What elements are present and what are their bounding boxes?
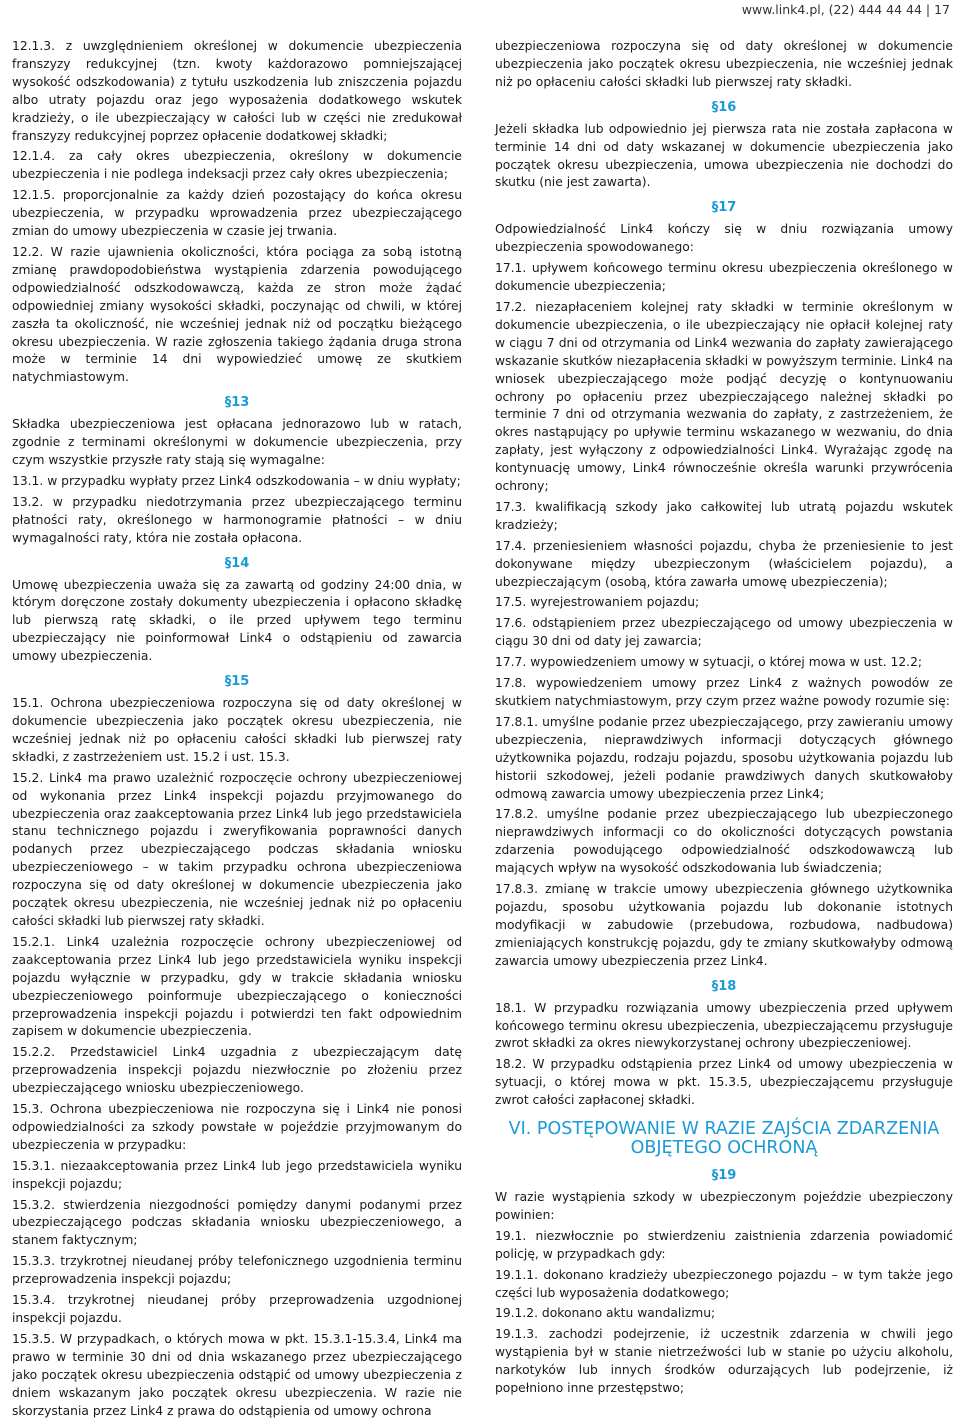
paragraph: 17.8.2. umyślne podanie przez ubezpieczającego lub ubezpieczonego nieprawdziwych informacji co do okoliczności dotyczących powstania zdarzenia powodującego odpowiedzialność odszkodowawczą lub mających wpływ na wysokość odszkodowania lub świadczenia; [495,807,953,876]
section-heading: §18 [711,978,737,994]
paragraph: 19.1.2. dokonano aktu wandalizmu; [495,1306,716,1321]
paragraph: 15.3.5. W przypadkach, o których mowa w pkt. 15.3.1-15.3.4, Link4 ma prawo w terminie 30 dni od dnia wskazanego przez ubezpieczającego jako początek okresu ubezpieczenia odstąpić od umowy ubezpieczenia z dniem wskazanym jako początek okresu ubezpieczenia. W razie nie skorzystania przez Link4 z prawa do odstąpienia od umowy ochrona [12,1331,462,1418]
paragraph: 13.2. w przypadku niedotrzymania przez ubezpieczającego terminu płatności raty, określonego w harmonogramie płatności – w dniu wymagalności raty, która nie została opłacona. [12,494,462,545]
paragraph: 12.1.4. za cały okres ubezpieczenia, określony w dokumencie ubezpieczenia i nie podlega indeksacji przez cały okres ubezpieczenia; [12,149,462,182]
section-heading: §19 [711,1168,737,1184]
page-header: www.link4.pl, (22) 444 44 44 | 17 [741,2,950,17]
section-heading: §13 [224,395,250,411]
paragraph: 15.1. Ochrona ubezpieczeniowa rozpoczyna się od daty określonej w dokumencie ubezpieczenia jako początek okresu ubezpieczenia, nie wcześniej jednak niż po opłaceniu całości składki lub pierwszej raty składki, z zastrzeżeniem ust. 15.2 i ust. 15.3. [12,696,462,764]
paragraph: 17.3. kwalifikacją szkody jako całkowitej lub utratą pojazdu wskutek kradzieży; [495,499,953,532]
paragraph: 19.1. niezwłocznie po stwierdzeniu zaistnienia zdarzenia powiadomić policję, w przypadkach gdy: [495,1228,953,1261]
paragraph: 17.8.3. zmianę w trakcie umowy ubezpieczenia głównego użytkownika pojazdu, sposobu użytkowania pojazdu lub dokonanie istotnych modyfikacji w zabudowie (przebudowa, rozbudowa, nadbudowa) zmieniających konstrukcję pojazdu, gdy te zmiany skutkowałyby odmową zawarcia umowy ubezpieczenia przez Link4. [495,882,953,968]
paragraph: 15.3.1. niezaakceptowania przez Link4 lub jego przedstawiciela wyniku inspekcji pojazdu; [12,1158,462,1191]
paragraph: 18.1. W przypadku rozwiązania umowy ubezpieczenia przed upływem końcowego terminu okresu ubezpieczenia, ubezpieczającemu przysługuje zwrot składki za okres niewykorzystanej ochrony ubezpieczeniowej. [495,1000,953,1051]
paragraph: 19.1.3. zachodzi podejrzenie, iż uczestnik zdarzenia w chwili jego wystąpienia był w stanie nietrzeźwości lub w stanie po użyciu alkoholu, narkotyków lub innych środków odurzających lub podejrzenie, iż popełniono inne przestępstwo; [495,1327,953,1396]
paragraph: 19.1.1. dokonano kradzieży ubezpieczonego pojazdu – w tym także jego części lub wyposażenia dodatkowego; [495,1267,953,1300]
paragraph: ubezpieczeniowa rozpoczyna się od daty określonej w dokumencie ubezpieczenia jako początek okresu ubezpieczenia, nie wcześniej jednak niż po opłaceniu całości składki lub pierwszej raty składki. [495,39,953,89]
left-column [12,38,462,1423]
paragraph: 13.1. w przypadku wypłaty przez Link4 odszkodowania – w dniu wypłaty; [12,473,461,488]
section-heading: §17 [711,200,737,216]
paragraph: 12.2. W razie ujawnienia okoliczności, która pociąga za sobą istotną zmianę prawdopodobieństwa wystąpienia zdarzenia powodującego odpowiedzialność odszkodowawczą, każda ze stron może żądać odpowiedniej zmiany wysokości składki, poczynając od chwili, w której zaszła ta okoliczność, nie wcześniej jednak niż od początku bieżącego okresu ubezpieczenia. W razie zgłoszenia takiego żądania druga strona może w terminie 14 dni wypowiedzieć umowę ze skutkiem natychmiastowym. [12,244,462,385]
paragraph: Umowę ubezpieczenia uważa się za zawartą od godziny 24:00 dnia, w którym doręczone zostały dokumenty ubezpieczenia i opłacono składkę lub pierwszą ratę składki, o ile przed upływem tego terminu ubezpieczający nie poinformował Link4 o odstąpieniu od zawarcia umowy ubezpieczenia. [12,577,462,664]
paragraph: Jeżeli składka lub odpowiednio jej pierwsza rata nie została zapłacona w terminie 14 dni od daty wskazanej w dokumencie ubezpieczenia jako początek okresu ubezpieczenia, umowa ubezpieczenia nie dochodzi do skutku (nie jest zawarta). [495,121,953,190]
paragraph: 17.1. upływem końcowego terminu okresu ubezpieczenia określonego w dokumencie ubezpieczenia; [495,261,953,294]
chapter-title: VI. POSTĘPOWANIE W RAZIE ZAJŚCIA ZDARZENIA OBJĘTEGO OCHRONĄ [508,1119,940,1159]
paragraph: 15.3.4. trzykrotnej nieudanej próby przeprowadzenia uzgodnionej inspekcji pojazdu. [12,1293,462,1325]
paragraph: Składka ubezpieczeniowa jest opłacana jednorazowo lub w ratach, zgodnie z terminami określonymi w dokumencie ubezpieczenia, przy czym wszystkie przyszłe raty stają się wymagalne: [12,417,462,468]
paragraph: 17.2. niezapłaceniem kolejnej raty składki w terminie określonym w dokumencie ubezpieczenia, o ile ubezpieczający nie opłacił kolejnej raty w ciągu 7 dni od otrzymania od Link4 wezwania do zapłaty zawierającego wskazanie skutków niezapłacenia składki w powyższym terminie. Link4 na wniosek ubezpieczającego może podjąć decyzję o kontynuowaniu ochrony po opłaceniu przez ubezpieczającego należnej składki po terminie 7 dni od otrzymania wezwania do zapłaty, z zastrzeżeniem, że okres nastąpujący po upływie terminu wskazanego w wezwaniu, do dnia zapłaty, jest wyłączony z odpowiedzialności Link4. Wyrażając zgodę na kontynuację umowy, Link4 równocześnie określa warunki przywrócenia ochrony; [495,299,953,494]
paragraph: 15.2.1. Link4 uzależnia rozpoczęcie ochrony ubezpieczeniowej od zaakceptowania przez Link4 lub jego przedstawiciela wyniku inspekcji pojazdu wyłącznie w przypadku, gdy w trakcie składania wniosku ubezpieczeniowego poinformuje ubezpieczającego o konieczności przeprowadzenia inspekcji pojazdu i potwierdzi ten fakt odpowiednim zapisem w dokumencie ubezpieczenia. [12,934,462,1039]
right-column [495,38,953,1401]
paragraph: 17.4. przeniesieniem własności pojazdu, chyba że przeniesienie to jest dokonywane między ubezpieczonym (właścicielem pojazdu), a ubezpieczającym (osobą, która zawarła umowę ubezpieczenia); [495,538,953,589]
section-heading: §16 [711,99,737,115]
paragraph: 17.8.1. umyślne podanie przez ubezpieczającego, przy zawieraniu umowy ubezpieczenia, nieprawdziwych informacji dotyczących głównego użytkownika pojazdu, rodzaju pojazdu, sposobu użytkowania pojazdu lub historii szkodowej, jeżeli podanie prawdziwych danych skutkowałoby odmową zawarcia umowy ubezpieczenia przez Link4; [495,714,953,801]
section-heading: §15 [224,674,250,690]
paragraph: 17.5. wyrejestrowaniem pojazdu; [495,595,700,610]
paragraph: 17.7. wypowiedzeniem umowy w sytuacji, o której mowa w ust. 12.2; [495,655,923,670]
paragraph: Odpowiedzialność Link4 kończy się w dniu rozwiązania umowy ubezpieczenia spowodowanego: [495,222,953,255]
paragraph: 12.1.5. proporcjonalnie za każdy dzień pozostający do końca okresu ubezpieczenia, w przypadku wprowadzenia przez ubezpieczającego zmian do umowy ubezpieczenia w czasie jej trwania. [12,188,462,239]
paragraph: 15.3.3. trzykrotnej nieudanej próby telefonicznego uzgodnienia terminu przeprowadzenia inspekcji pojazdu; [12,1254,462,1287]
paragraph: 15.3.2. stwierdzenia niezgodności pomiędzy danymi podanymi przez ubezpieczającego podczas składania wniosku ubezpieczeniowego, a stanem faktycznym; [12,1197,462,1248]
paragraph: 17.6. odstąpieniem przez ubezpieczającego od umowy ubezpieczenia w ciągu 30 dni od daty jej zawarcia; [495,616,953,649]
paragraph: 12.1.3. z uwzględnieniem określonej w dokumencie ubezpieczenia franszyzy redukcyjnej (tzn. kwoty każdorazowo pomniejszającej wysokość odszkodowania) z tytułu uszkodzenia lub zniszczenia pojazdu albo utraty pojazdu oraz jego wyposażenia dodatkowego wskutek kradzieży, o ile ubezpieczający w całości lub w części nie zredukował franszyzy redukcyjnej poprzez opłacenie dodatkowej składki; [12,39,462,143]
paragraph: W razie wystąpienia szkody w ubezpieczonym pojeździe ubezpieczony powinien: [495,1190,953,1222]
paragraph: 15.3. Ochrona ubezpieczeniowa nie rozpoczyna się i Link4 nie ponosi odpowiedzialności za szkody powstałe w pojeździe przyjmowanym do ubezpieczenia w przypadku: [12,1102,462,1152]
paragraph: 17.8. wypowiedzeniem umowy przez Link4 z ważnych powodów ze skutkiem natychmiastowym, przy czym przez ważne powody rozumie się: [495,676,953,708]
paragraph: 15.2. Link4 ma prawo uzależnić rozpoczęcie ochrony ubezpieczeniowej od wykonania przez Link4 inspekcji pojazdu przyjmowanego do ubezpieczenia oraz zaakceptowania przez Link4 lub jego przedstawiciela stanu technicznego pojazdu i zweryfikowania poprawności danych podanych przez ubezpieczającego podczas składania wniosku ubezpieczeniowego – w takim przypadku ochrona ubezpieczeniowa rozpoczyna się od daty określonej w dokumencie ubezpieczenia jako początek okresu ubezpieczenia, nie wcześniej jednak niż po opłaceniu całości składki lub pierwszej raty składki. [12,770,462,928]
paragraph: 15.2.2. Przedstawiciel Link4 uzgadnia z ubezpieczającym datę przeprowadzenia inspekcji pojazdu niezwłocznie po złożeniu przez ubezpieczającego wniosku ubezpieczeniowego. [12,1045,462,1096]
paragraph: 18.2. W przypadku odstąpienia przez Link4 od umowy ubezpieczenia w sytuacji, o której mowa w pkt. 15.3.5, ubezpieczającemu przysługuje zwrot całości zapłaconej składki. [495,1057,953,1108]
section-heading: §14 [224,555,250,571]
